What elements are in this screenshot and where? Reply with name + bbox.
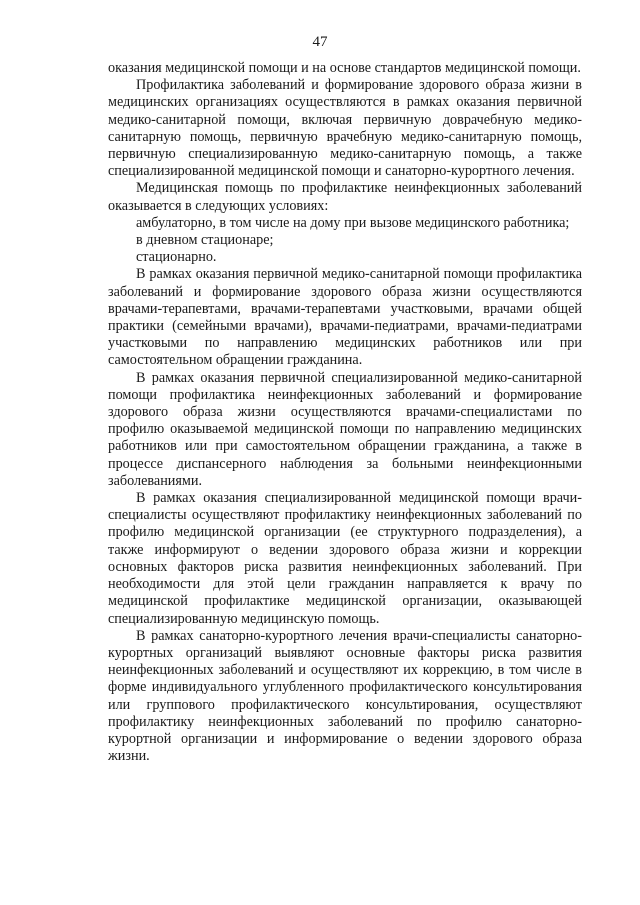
paragraph-care-conditions: Медицинская помощь по профилактике неинфекционных заболеваний оказывается в следующих условиях: xyxy=(108,180,582,214)
paragraph-condition-day-hospital: в дневном стационаре; xyxy=(136,232,274,249)
document-body xyxy=(108,60,582,765)
paragraph-primary-specialized-care: В рамках оказания первичной специализированной медико-санитарной помощи профилактика неинфекционных заболеваний и формирование здорового образа жизни осуществляются врачами-специалистами по профилю оказываемой медицинской помощи по направлению медицинских работников или при самостоятельном обращении гражданина, а также в процессе диспансерного наблюдения за больными неинфекционными заболеваниями. xyxy=(108,369,582,489)
paragraph-condition-inpatient: стационарно. xyxy=(136,249,217,266)
paragraph-specialized-care: В рамках оказания специализированной медицинской помощи врачи-специалисты осуществляют профилактику неинфекционных заболеваний по профилю медицинской организации (ее структурного подразделения), а также информируют о ведении здорового образа жизни и коррекции основных факторов риска развития неинфекционных заболеваний. При необходимости для этой цели гражданин направляется к врачу по медицинской профилактике медицинской организации, оказывающей специализированную медицинскую помощь. xyxy=(108,490,582,627)
paragraph-primary-care: В рамках оказания первичной медико-санитарной помощи профилактика заболеваний и формирование здорового образа жизни осуществляются врачами-терапевтами, врачами-терапевтами участковыми, врачами общей практики (семейными врачами), врачами-педиатрами, врачами-педиатрами участковыми по направлению медицинских работников или при самостоятельном обращении гражданина. xyxy=(108,266,582,369)
paragraph-continuation: оказания медицинской помощи и на основе стандартов медицинской помощи. xyxy=(108,60,581,76)
paragraph-prevention-framework: Профилактика заболеваний и формирование здорового образа жизни в медицинских организациях осуществляются в рамках оказания первичной медико-санитарной помощи, включая первичную доврачебную медико-санитарную помощь, первичную врачебную медико-санитарную помощь, первичную специализированную медико-санитарную помощь, а также специализированной медицинской помощи и санаторно-курортного лечения. xyxy=(108,77,582,180)
paragraph-sanatorium-treatment: В рамках санаторно-курортного лечения врачи-специалисты санаторно-курортных организаций выявляют основные факторы риска развития неинфекционных заболеваний и осуществляют их коррекцию, в том числе в форме индивидуального углубленного профилактического консультирования или группового профилактического консультирования, осуществляют профилактику неинфекционных заболеваний по профилю санаторно-курортной организации и информирование о ведении здорового образа жизни. xyxy=(108,627,582,765)
page-number: 47 xyxy=(312,34,328,50)
paragraph-condition-outpatient: амбулаторно, в том числе на дому при вызове медицинского работника; xyxy=(136,214,570,231)
